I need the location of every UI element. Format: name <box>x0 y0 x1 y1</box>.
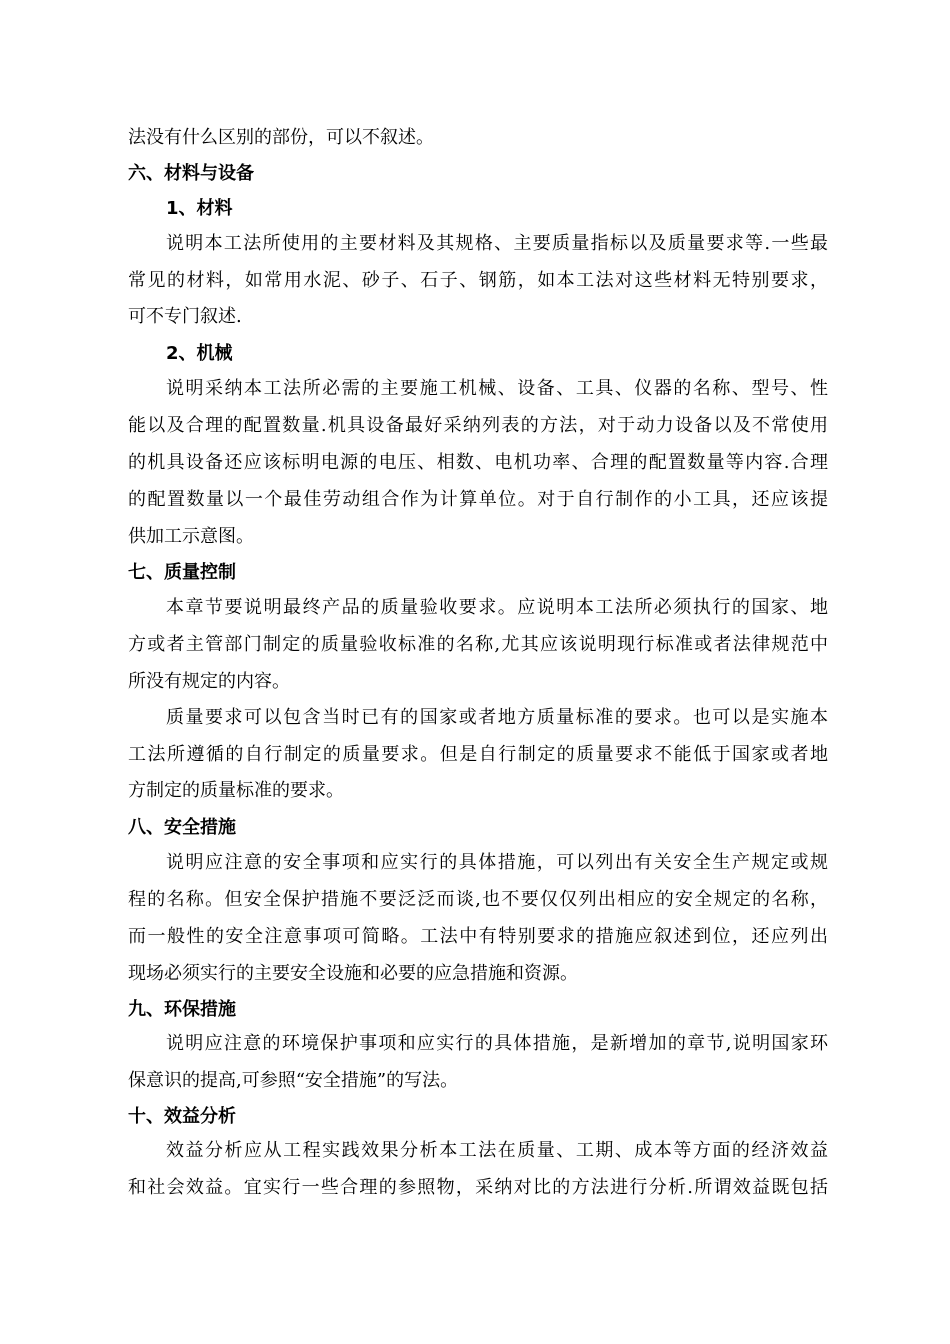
paragraph-line: 说明本工法所使用的主要材料及其规格、主要质量指标以及质量要求等.一些最 <box>166 233 828 254</box>
paragraph-line: 常见的材料，如常用水泥、砂子、石子、钢筋，如本工法对这些材料无特别要求， <box>128 270 828 291</box>
paragraph-line: 程的名称。但安全保护措施不要泛泛而谈,也不要仅仅列出相应的安全规定的名称， <box>128 889 828 910</box>
paragraph-line: 所没有规定的内容。 <box>128 671 290 692</box>
paragraph-line: 说明采纳本工法所必需的主要施工机械、设备、工具、仪器的名称、型号、性 <box>166 378 828 399</box>
subsection-heading: 2、机械 <box>166 343 233 364</box>
paragraph-line: 保意识的提高,可参照“安全措施”的写法。 <box>128 1070 459 1091</box>
subsection-heading: 1、材料 <box>166 198 233 219</box>
paragraph-line: 可不专门叙述. <box>128 306 242 327</box>
paragraph-line: 和社会效益。宜实行一些合理的参照物，采纳对比的方法进行分析.所谓效益既包括 <box>128 1177 828 1198</box>
paragraph-line: 工法所遵循的自行制定的质量要求。但是自行制定的质量要求不能低于国家或者地 <box>128 744 828 765</box>
paragraph-line: 说明应注意的环境保护事项和应实行的具体措施，是新增加的章节,说明国家环 <box>166 1033 828 1054</box>
section-heading: 七、质量控制 <box>128 562 236 583</box>
paragraph-line: 能以及合理的配置数量.机具设备最好采纳列表的方法，对于动力设备以及不常使用 <box>128 415 828 436</box>
paragraph-line: 而一般性的安全注意事项可简略。工法中有特别要求的措施应叙述到位，还应列出 <box>128 926 828 947</box>
paragraph-line: 本章节要说明最终产品的质量验收要求。应说明本工法所必须执行的国家、地 <box>166 597 828 618</box>
section-heading: 六、材料与设备 <box>128 163 254 184</box>
paragraph-line: 效益分析应从工程实践效果分析本工法在质量、工期、成本等方面的经济效益 <box>166 1140 828 1161</box>
paragraph-line: 说明应注意的安全事项和应实行的具体措施，可以列出有关安全生产规定或规 <box>166 852 828 873</box>
paragraph-line: 的配置数量以一个最佳劳动组合作为计算单位。对于自行制作的小工具，还应该提 <box>128 489 828 510</box>
paragraph-line: 质量要求可以包含当时已有的国家或者地方质量标准的要求。也可以是实施本 <box>166 707 828 728</box>
section-heading: 九、环保措施 <box>128 999 236 1020</box>
paragraph-line: 的机具设备还应该标明电源的电压、相数、电机功率、合理的配置数量等内容.合理 <box>128 452 828 473</box>
text-line: 法没有什么区别的部份，可以不叙述。 <box>128 127 434 148</box>
section-heading: 十、效益分析 <box>128 1106 236 1127</box>
paragraph-line: 供加工示意图。 <box>128 526 254 547</box>
paragraph-line: 现场必须实行的主要安全设施和必要的应急措施和资源。 <box>128 963 578 984</box>
paragraph-line: 方或者主管部门制定的质量验收标准的名称,尤其应该说明现行标准或者法律规范中 <box>128 634 828 655</box>
section-heading: 八、安全措施 <box>128 817 236 838</box>
paragraph-line: 方制定的质量标准的要求。 <box>128 780 344 801</box>
